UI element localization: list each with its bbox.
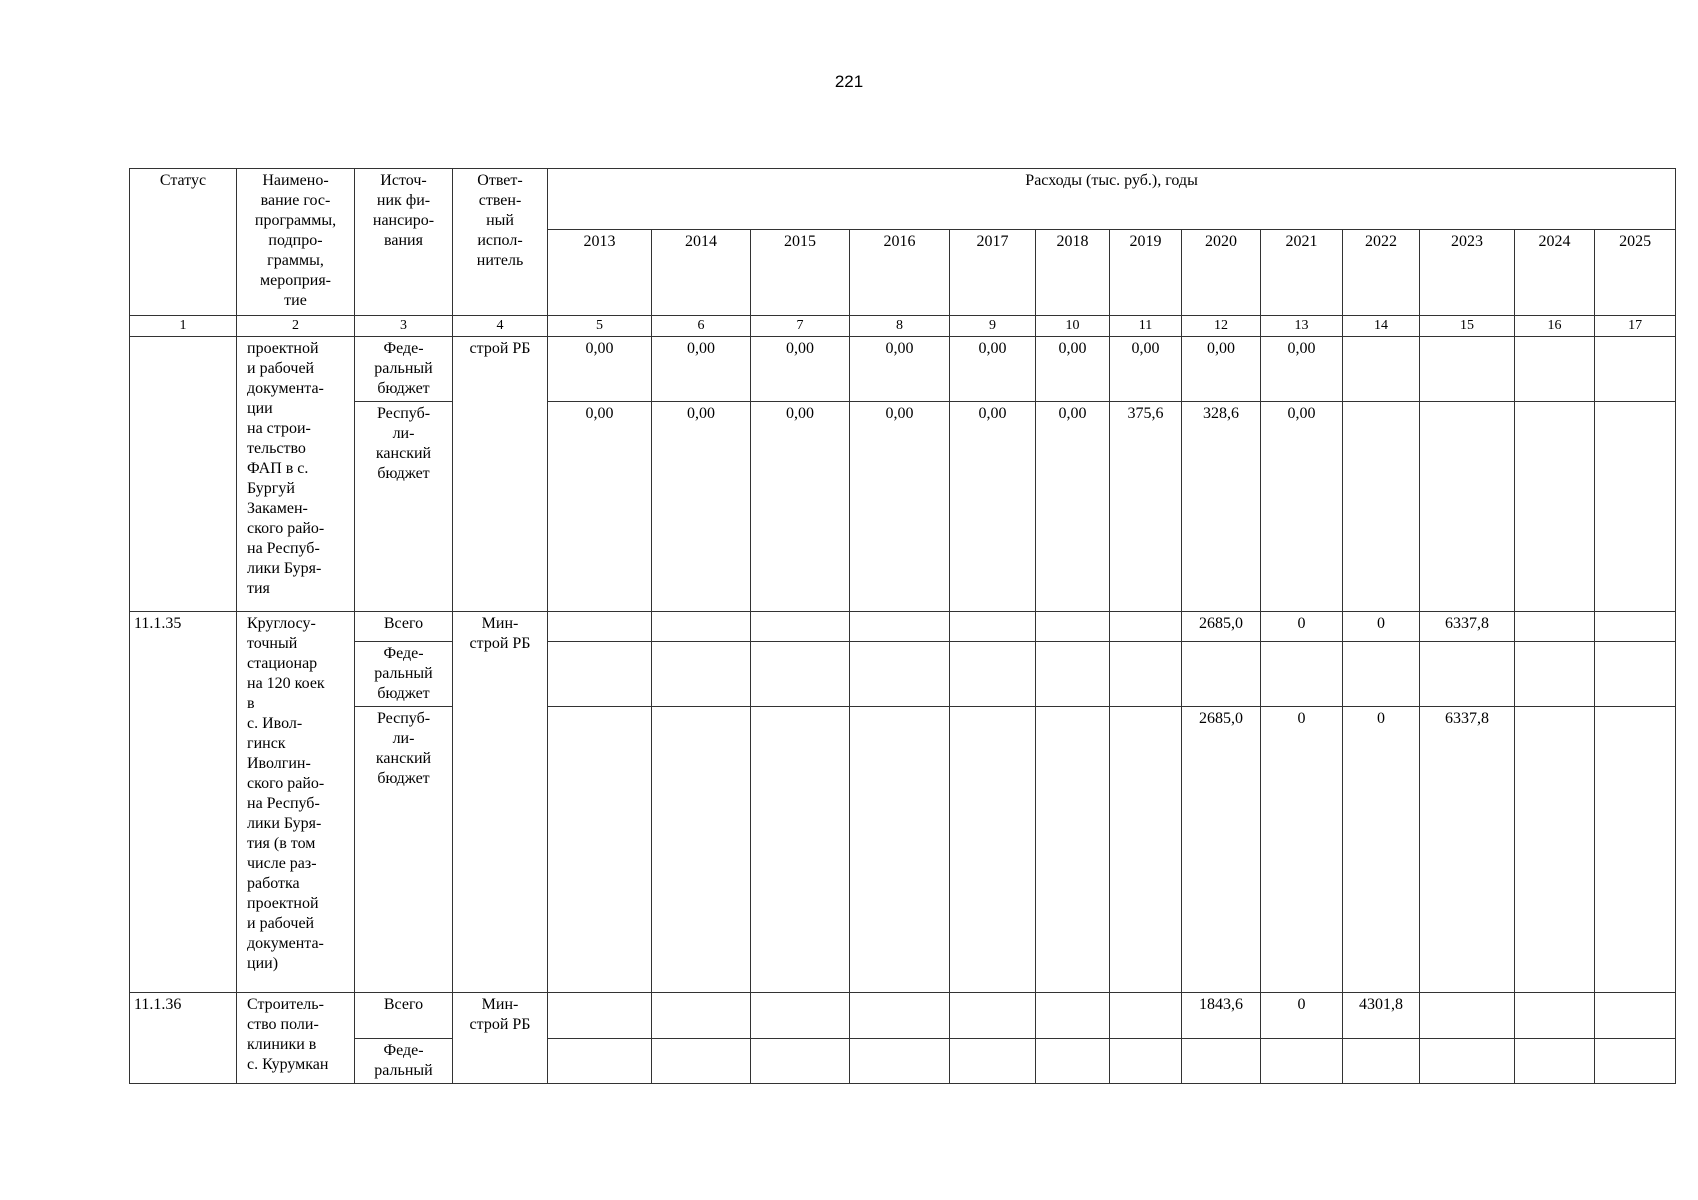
value-cell bbox=[652, 642, 751, 707]
executor-cell: строй РБ bbox=[453, 337, 548, 612]
executor-cell: Мин- строй РБ bbox=[453, 612, 548, 993]
funding-source: Всего bbox=[355, 993, 453, 1039]
value-cell bbox=[1036, 612, 1110, 642]
page-number: 221 bbox=[834, 72, 864, 91]
value-cell bbox=[751, 993, 850, 1039]
value-cell bbox=[1420, 402, 1515, 612]
value-cell bbox=[1110, 993, 1182, 1039]
value-cell: 375,6 bbox=[1110, 402, 1182, 612]
year-header: 2022 bbox=[1343, 230, 1420, 316]
column-number: 13 bbox=[1261, 316, 1343, 337]
value-cell: 0 bbox=[1261, 993, 1343, 1039]
column-number-row bbox=[130, 316, 1676, 337]
value-cell bbox=[1110, 707, 1182, 993]
year-header: 2019 bbox=[1110, 230, 1182, 316]
value-cell bbox=[751, 642, 850, 707]
year-header: 2024 bbox=[1515, 230, 1595, 316]
value-cell bbox=[652, 1039, 751, 1084]
funding-source: Респуб- ли- канский бюджет bbox=[355, 707, 453, 993]
value-cell bbox=[1420, 993, 1515, 1039]
year-header: 2013 bbox=[548, 230, 652, 316]
header-row-top bbox=[130, 169, 1676, 230]
value-cell bbox=[1182, 642, 1261, 707]
value-cell: 0,00 bbox=[1036, 402, 1110, 612]
value-cell bbox=[950, 707, 1036, 993]
header-name: Наимено- вание гос- программы, подпро- граммы, мероприя- тие bbox=[237, 169, 355, 316]
value-cell bbox=[548, 612, 652, 642]
value-cell bbox=[1110, 612, 1182, 642]
column-number: 10 bbox=[1036, 316, 1110, 337]
value-cell: 0,00 bbox=[751, 402, 850, 612]
value-cell bbox=[1515, 612, 1595, 642]
column-number: 7 bbox=[751, 316, 850, 337]
value-cell bbox=[1595, 993, 1676, 1039]
value-cell bbox=[1110, 642, 1182, 707]
value-cell: 0 bbox=[1343, 707, 1420, 993]
value-cell bbox=[548, 993, 652, 1039]
value-cell bbox=[1515, 1039, 1595, 1084]
value-cell: 0,00 bbox=[548, 402, 652, 612]
value-cell bbox=[1036, 993, 1110, 1039]
value-cell: 6337,8 bbox=[1420, 707, 1515, 993]
value-cell bbox=[950, 612, 1036, 642]
value-cell: 0,00 bbox=[1036, 337, 1110, 402]
value-cell bbox=[1595, 402, 1676, 612]
funding-source: Феде- ральный бюджет bbox=[355, 337, 453, 402]
value-cell: 0,00 bbox=[751, 337, 850, 402]
value-cell bbox=[1515, 707, 1595, 993]
column-number: 15 bbox=[1420, 316, 1515, 337]
value-cell bbox=[751, 1039, 850, 1084]
value-cell bbox=[1343, 642, 1420, 707]
value-cell bbox=[950, 642, 1036, 707]
year-header: 2016 bbox=[850, 230, 950, 316]
year-header: 2018 bbox=[1036, 230, 1110, 316]
value-cell bbox=[850, 993, 950, 1039]
value-cell bbox=[652, 612, 751, 642]
value-cell bbox=[548, 707, 652, 993]
column-number: 9 bbox=[950, 316, 1036, 337]
expenses-table bbox=[129, 168, 1676, 1084]
value-cell bbox=[1515, 337, 1595, 402]
column-number: 1 bbox=[130, 316, 237, 337]
value-cell bbox=[1595, 707, 1676, 993]
table-row bbox=[130, 993, 1676, 1039]
value-cell bbox=[1420, 1039, 1515, 1084]
table-row bbox=[130, 1039, 1676, 1084]
value-cell: 6337,8 bbox=[1420, 612, 1515, 642]
value-cell: 328,6 bbox=[1182, 402, 1261, 612]
value-cell: 0,00 bbox=[1182, 337, 1261, 402]
value-cell bbox=[850, 642, 950, 707]
value-cell: 0,00 bbox=[652, 337, 751, 402]
value-cell: 0,00 bbox=[548, 337, 652, 402]
value-cell bbox=[1036, 1039, 1110, 1084]
value-cell bbox=[850, 1039, 950, 1084]
column-number: 16 bbox=[1515, 316, 1595, 337]
value-cell bbox=[1595, 1039, 1676, 1084]
value-cell bbox=[751, 707, 850, 993]
year-header: 2021 bbox=[1261, 230, 1343, 316]
value-cell bbox=[1595, 642, 1676, 707]
column-number: 12 bbox=[1182, 316, 1261, 337]
column-number: 17 bbox=[1595, 316, 1676, 337]
column-number: 4 bbox=[453, 316, 548, 337]
value-cell bbox=[652, 993, 751, 1039]
value-cell: 1843,6 bbox=[1182, 993, 1261, 1039]
year-header: 2014 bbox=[652, 230, 751, 316]
value-cell: 0 bbox=[1261, 707, 1343, 993]
value-cell bbox=[1595, 337, 1676, 402]
value-cell bbox=[850, 612, 950, 642]
header-status: Статус bbox=[130, 169, 237, 316]
column-number: 5 bbox=[548, 316, 652, 337]
value-cell bbox=[1110, 1039, 1182, 1084]
status-cell: 11.1.35 bbox=[130, 612, 237, 993]
table-row bbox=[130, 402, 1676, 612]
table-row bbox=[130, 642, 1676, 707]
value-cell bbox=[1261, 642, 1343, 707]
year-header: 2023 bbox=[1420, 230, 1515, 316]
column-number: 2 bbox=[237, 316, 355, 337]
value-cell bbox=[652, 707, 751, 993]
value-cell bbox=[1515, 993, 1595, 1039]
value-cell bbox=[548, 1039, 652, 1084]
value-cell bbox=[1343, 337, 1420, 402]
header-source: Источ- ник фи- нансиро- вания bbox=[355, 169, 453, 316]
year-header: 2017 bbox=[950, 230, 1036, 316]
year-header: 2025 bbox=[1595, 230, 1676, 316]
value-cell bbox=[548, 642, 652, 707]
value-cell bbox=[950, 1039, 1036, 1084]
funding-source: Всего bbox=[355, 612, 453, 642]
column-number: 11 bbox=[1110, 316, 1182, 337]
measure-name: Круглосу- точный стационар на 120 коек в с. Ивол- гинск Иволгин- ского райо- на Респуб- лики Буря- тия (в том числе раз- работка проектной и рабочей документа- ции) bbox=[237, 612, 355, 993]
value-cell: 2685,0 bbox=[1182, 612, 1261, 642]
column-number: 3 bbox=[355, 316, 453, 337]
value-cell: 0 bbox=[1261, 612, 1343, 642]
status-cell: 11.1.36 bbox=[130, 993, 237, 1084]
value-cell bbox=[1515, 402, 1595, 612]
value-cell: 0,00 bbox=[850, 337, 950, 402]
value-cell: 0,00 bbox=[850, 402, 950, 612]
column-number: 8 bbox=[850, 316, 950, 337]
measure-name: проектной и рабочей документа- ции на строи- тельство ФАП в с. Бургуй Закамен- ского райо- на Респуб- лики Буря- тия bbox=[237, 337, 355, 612]
funding-source: Респуб- ли- канский бюджет bbox=[355, 402, 453, 612]
executor-cell: Мин- строй РБ bbox=[453, 993, 548, 1084]
value-cell bbox=[950, 993, 1036, 1039]
value-cell: 4301,8 bbox=[1343, 993, 1420, 1039]
value-cell bbox=[1420, 337, 1515, 402]
funding-source: Феде- ральный бюджет bbox=[355, 642, 453, 707]
value-cell: 0 bbox=[1343, 612, 1420, 642]
status-cell bbox=[130, 337, 237, 612]
value-cell bbox=[751, 612, 850, 642]
value-cell bbox=[1420, 642, 1515, 707]
value-cell bbox=[1261, 1039, 1343, 1084]
year-header: 2015 bbox=[751, 230, 850, 316]
table-row bbox=[130, 337, 1676, 402]
column-number: 14 bbox=[1343, 316, 1420, 337]
column-number: 6 bbox=[652, 316, 751, 337]
value-cell bbox=[1036, 707, 1110, 993]
header-executor: Ответ- ствен- ный испол- нитель bbox=[453, 169, 548, 316]
funding-source: Феде- ральный bbox=[355, 1039, 453, 1084]
table-row bbox=[130, 707, 1676, 993]
value-cell: 0,00 bbox=[652, 402, 751, 612]
value-cell bbox=[1515, 642, 1595, 707]
value-cell bbox=[850, 707, 950, 993]
value-cell bbox=[1036, 642, 1110, 707]
value-cell: 0,00 bbox=[1261, 337, 1343, 402]
value-cell: 2685,0 bbox=[1182, 707, 1261, 993]
table-row bbox=[130, 612, 1676, 642]
value-cell bbox=[1182, 1039, 1261, 1084]
year-header: 2020 bbox=[1182, 230, 1261, 316]
header-expenses: Расходы (тыс. руб.), годы bbox=[548, 169, 1676, 230]
value-cell: 0,00 bbox=[1261, 402, 1343, 612]
value-cell bbox=[1343, 402, 1420, 612]
measure-name: Строитель- ство поли- клиники в с. Курумкан bbox=[237, 993, 355, 1084]
value-cell: 0,00 bbox=[950, 402, 1036, 612]
value-cell bbox=[1595, 612, 1676, 642]
value-cell bbox=[1343, 1039, 1420, 1084]
value-cell: 0,00 bbox=[950, 337, 1036, 402]
value-cell: 0,00 bbox=[1110, 337, 1182, 402]
